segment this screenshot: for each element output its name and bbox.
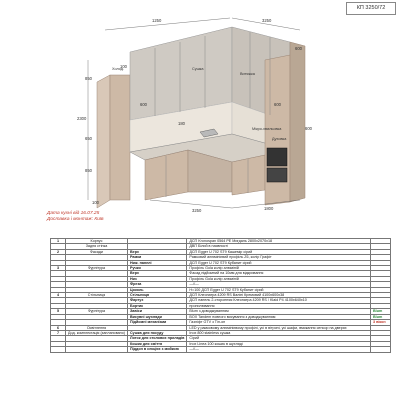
spec-group: Фурнітура xyxy=(66,266,128,271)
spec-sub: Бортик xyxy=(128,303,187,308)
dim-bottom-w: 3250 xyxy=(192,208,202,213)
dim-height-left: 2300 xyxy=(77,116,87,121)
spec-group: Стільниця xyxy=(66,293,128,298)
dim-corner-w: 1800 xyxy=(264,206,274,211)
spec-table xyxy=(50,238,391,353)
label-mikro: Мікро-хвильовка xyxy=(252,127,282,131)
spec-value: Inox Linea 100 кошик в шухляді xyxy=(187,341,371,346)
spec-sub: Фартух xyxy=(128,298,187,303)
spec-value: H=100 ДСП Egger U 702 ST9 Кубанит сірий xyxy=(187,287,371,292)
oven xyxy=(267,148,287,166)
spec-sub: Верх xyxy=(128,249,187,254)
spec-value: Профіль Gola колір алюміній xyxy=(187,266,371,271)
left-side-panel xyxy=(97,75,110,208)
spec-group xyxy=(66,347,128,352)
dim-side-depth: 600 xyxy=(305,126,312,131)
dim-mid-h: 650 xyxy=(85,136,92,141)
spec-value: —//— xyxy=(187,282,371,287)
notes-delivery: Доставка і монтаж: Київ xyxy=(47,217,104,222)
label-sushka: Сушка xyxy=(192,67,204,71)
spec-sub: Висувні шухляди xyxy=(128,314,187,319)
spec-row xyxy=(51,325,391,330)
spec-sub: Кошик для сміття xyxy=(128,341,187,346)
spec-tag: Blum xyxy=(373,309,383,314)
spec-value: Сірий xyxy=(187,336,371,341)
spec-sub: Ручки xyxy=(128,266,187,271)
document-code: КП 3250/72 xyxy=(346,2,396,15)
spec-sub: Низ xyxy=(128,276,187,281)
spec-value: ДСП Egger U 702 ST9 Кашемір сірий xyxy=(187,249,371,254)
spec-value: LED у рамковому алюмінієвому профілі, усі в вітрині, усі шафи, вмикання сенсор на дверях xyxy=(187,325,371,330)
spec-num: 3 xyxy=(51,266,66,271)
spec-group: Задня стінка xyxy=(66,244,128,249)
spec-sub: Завіси xyxy=(128,309,187,314)
spec-value: —//— xyxy=(187,347,371,352)
dim-lower-h: 850 xyxy=(85,168,92,173)
spec-value: Профіль Gola колір алюміній xyxy=(187,276,371,281)
spec-group: Освітлення xyxy=(66,325,128,330)
spec-sub: Лоток для столових приладів xyxy=(128,336,187,341)
label-duhovka: Духовка xyxy=(272,137,287,141)
label-vytyazhka: Витяжка xyxy=(240,72,255,76)
spec-sub: Ниж. панелі xyxy=(128,260,187,265)
dim-upper-h: 850 xyxy=(85,76,92,81)
spec-value: пропилювання xyxy=(187,303,371,308)
spec-num xyxy=(51,347,66,352)
spec-value: ДСП панель 2-сторонняя Клеопатра 4209 RS / Klaid P4 4100х640х10 xyxy=(187,298,371,303)
notes xyxy=(47,211,103,223)
spec-num: 1 xyxy=(51,239,66,244)
dim-right-w: 600 xyxy=(274,102,281,107)
lower-cabinets-right xyxy=(232,155,265,195)
microwave xyxy=(267,168,287,182)
dim-tall-w: 600 xyxy=(295,46,302,51)
spec-num: 2 xyxy=(51,249,66,254)
dim-top-right: 3250 xyxy=(262,18,272,23)
spec-sub: Підйомні механізми xyxy=(128,320,187,325)
spec-value: ДСП Kronospan 0564 PE Мигдаль 2800х2070х18 xyxy=(187,239,371,244)
dim-floor-h: 100 xyxy=(92,200,99,205)
spec-num: 6 xyxy=(51,325,66,330)
spec-sub: Піддон в секціях з мийкою xyxy=(128,347,187,352)
spec-value: ДВП Білий в наявності xyxy=(187,244,371,249)
spec-num: 7 xyxy=(51,330,66,335)
spec-sub: Рамки xyxy=(128,255,187,260)
spec-sub: Сушка для посуду xyxy=(128,330,187,335)
spec-group: Фасади xyxy=(66,249,128,254)
dim-cab-w: 600 xyxy=(140,102,147,107)
notes-date: Дата кухні від 16.07.25 xyxy=(47,211,100,216)
spec-tag: 3 вікон xyxy=(373,320,386,325)
spec-group: Фурнітура xyxy=(66,309,128,314)
spec-value: Газліфт GTV з Тіп-он xyxy=(187,320,371,325)
spec-sub: Верх xyxy=(128,271,187,276)
spec-sub: Фреза xyxy=(128,282,187,287)
spec-tag-cell xyxy=(371,347,391,352)
spec-value: ДСП Egger U 702 ST9 Кубанит сірий xyxy=(187,260,371,265)
label-holod: Холод. xyxy=(112,67,125,71)
spec-value: Фасад підйомний на 10мм для відкривання xyxy=(187,271,371,276)
spec-row xyxy=(51,347,391,352)
spec-value: ДСП Клеопатра 4209 RS Валіні Кремовий 4100х600х38 xyxy=(187,293,371,298)
dim-small-1: 100 xyxy=(120,64,127,69)
spec-value: BOX Tandem повного висування з доводжуванням xyxy=(187,314,371,319)
spec-value: Рамковий алюмінієвий профіль Z6, колір Графіт xyxy=(187,255,371,260)
dim-small-2: 180 xyxy=(178,121,185,126)
spec-tag: Blum xyxy=(373,314,383,319)
left-column xyxy=(110,75,130,200)
spec-group: Дод. комплектація (заплановано) xyxy=(66,330,128,335)
spec-sub: Стільниця xyxy=(128,293,187,298)
spec-value: Blum з доводжуванням xyxy=(187,309,371,314)
spec-value: Inox 800 stainless сушка xyxy=(187,330,371,335)
spec-group: Корпус xyxy=(66,239,128,244)
spec-num: 4 xyxy=(51,293,66,298)
spec-num: 5 xyxy=(51,309,66,314)
spec-sub: Цоколь xyxy=(128,287,187,292)
dim-top-left: 1250 xyxy=(152,18,162,23)
